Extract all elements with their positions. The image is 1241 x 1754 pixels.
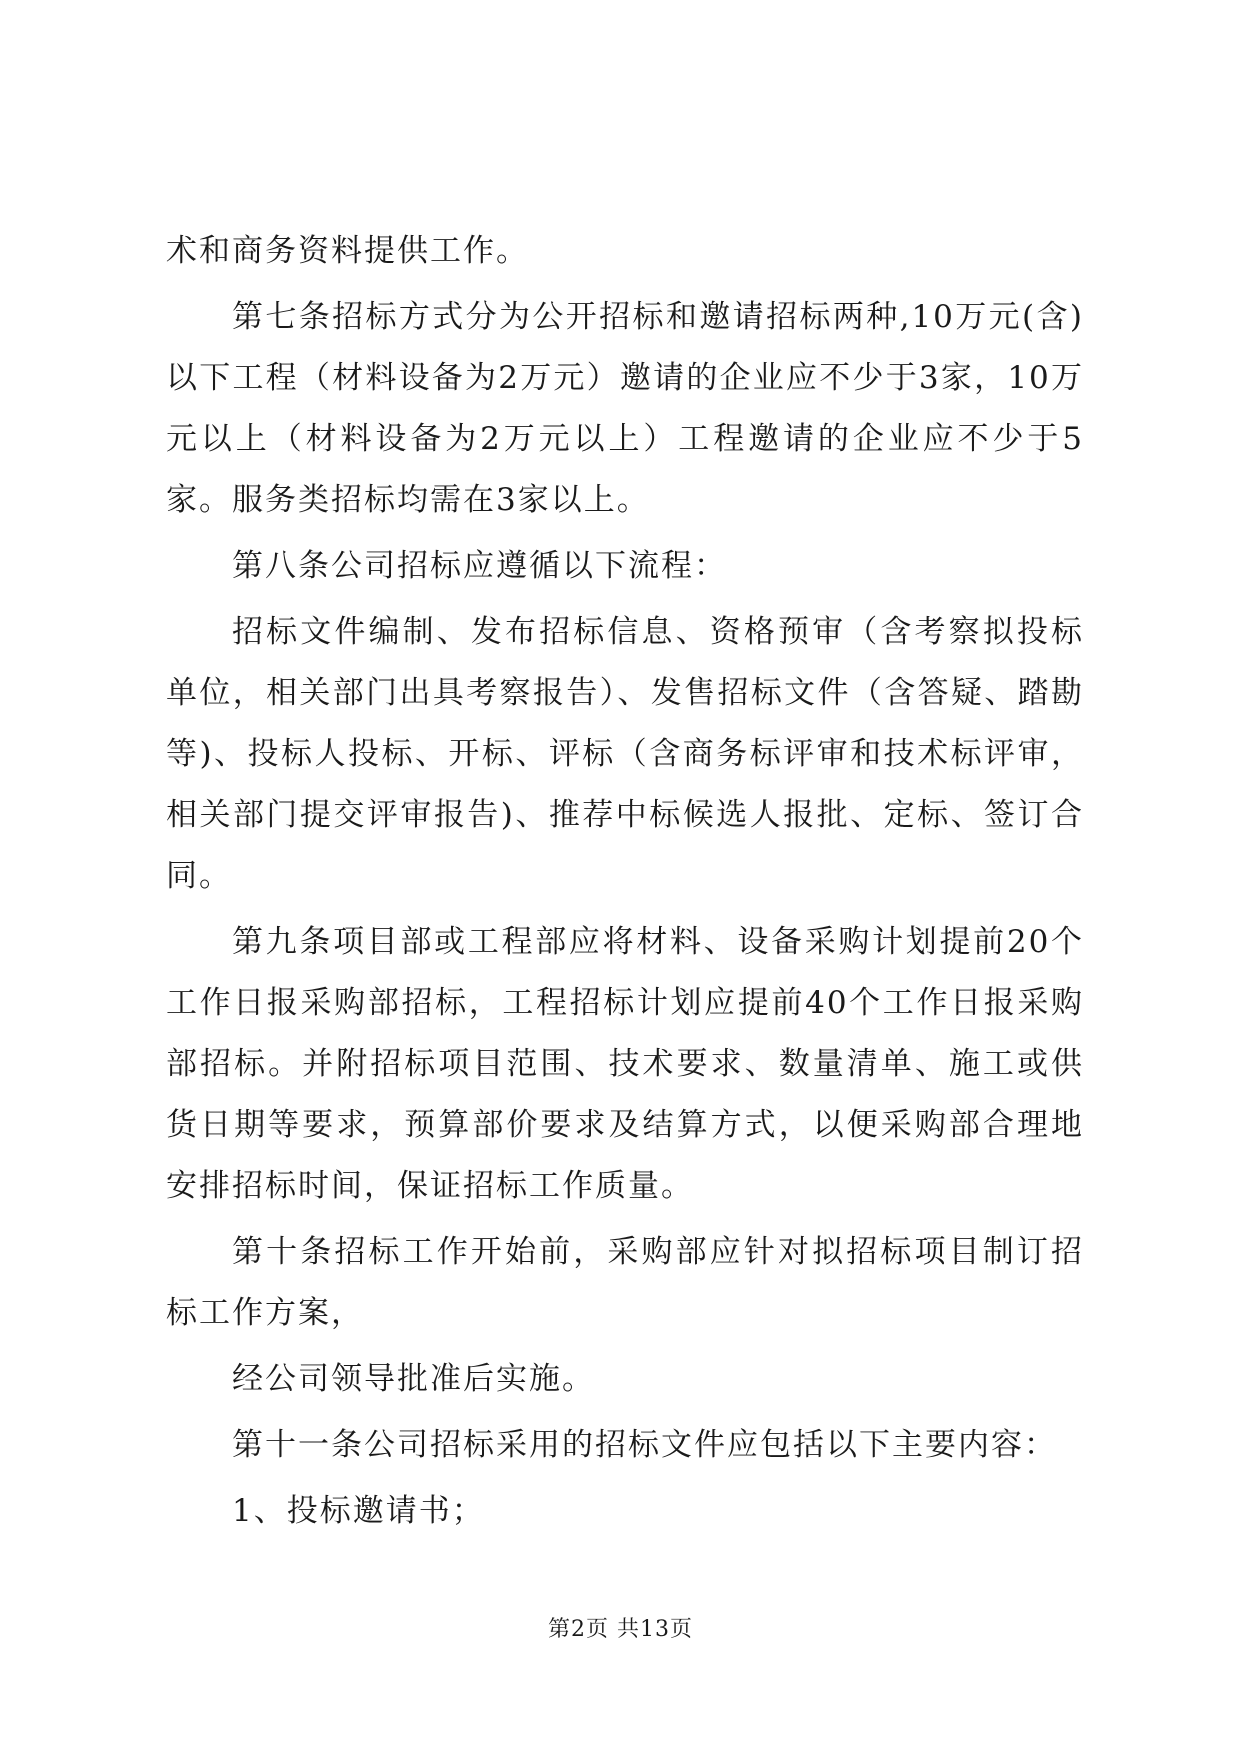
paragraph-article-7: 第七条招标方式分为公开招标和邀请招标两种,10万元(含)以下工程（材料设备为2万元）邀请的企业应不少于3家，10万元以上（材料设备为2万元以上）工程邀请的企业应不少于5家。服务类招标均需在3家以上。 [166,299,1084,518]
paragraph-article-11: 第十一条公司招标采用的招标文件应包括以下主要内容： [232,1427,1057,1463]
list-item-invitation: 1、投标邀请书； [232,1493,485,1529]
paragraph-article-9: 第九条项目部或工程部应将材料、设备采购计划提前20个工作日报采购部招标，工程招标计划应提前40个工作日报采购部招标。并附招标项目范围、技术要求、数量清单、施工或供货日期等要求，预算部价要求及结算方式，以便采购部合理地安排招标时间，保证招标工作质量。 [166,924,1084,1204]
document-body [166,221,1084,1547]
paragraph-article-10: 第十条招标工作开始前，采购部应针对拟招标项目制订招标工作方案， [166,1234,1084,1331]
paragraph-process-flow: 招标文件编制、发布招标信息、资格预审（含考察拟投标单位，相关部门出具考察报告）、发售招标文件（含答疑、踏勘等)、投标人投标、开标、评标（含商务标评审和技术标评审，相关部门提交评审报告)、推荐中标候选人报批、定标、签订合同。 [166,614,1084,894]
paragraph-article-8: 第八条公司招标应遵循以下流程： [232,548,727,584]
paragraph-approval: 经公司领导批准后实施。 [232,1361,595,1397]
paragraph-continuation: 术和商务资料提供工作。 [166,233,529,269]
page-number-footer: 第2页 共13页 [548,1617,693,1642]
